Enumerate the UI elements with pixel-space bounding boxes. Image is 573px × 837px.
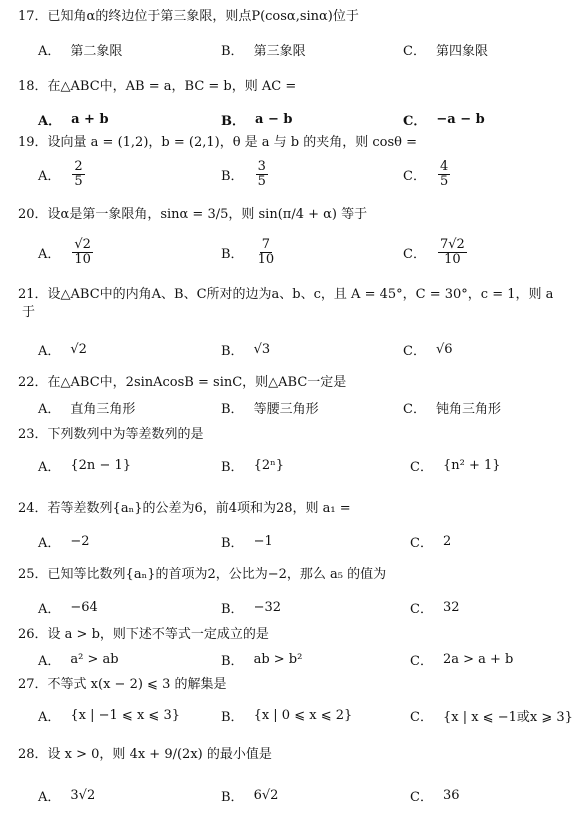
question-19 [18,134,550,194]
question-stem: 17．已知角α的终边位于第三象限，则点P(cosα,sinα)位于 [18,9,359,24]
option-c: C． $\frac{7√2}{10}$ [403,237,465,267]
option-a: A． 直角三角形 [38,402,136,417]
option-a: A． $\frac{√2}{10}$ [38,237,91,267]
fraction: $\frac{7√2}{10}$ [439,237,465,267]
fraction: $\frac{7}{10}$ [257,237,275,267]
question-25 [18,566,550,620]
question-stem: 22．在△ABC中，2sinAcosB = sinC，则△ABC一定是 [18,375,347,390]
option-b: B． −32 [221,600,281,617]
option-b: B． a − b [221,112,293,129]
option-c: C． −a − b [403,112,485,129]
option-c: C． 32 [410,600,460,617]
options-row [18,706,573,728]
question-stem: 24．若等差数列{aₙ}的公差为6，前4项和为28，则 a₁ = [18,501,351,516]
option-a: A． −64 [38,600,98,617]
question-stem: 23．下列数列中为等差数列的是 [18,427,204,442]
option-c: C． 36 [410,788,460,805]
question-stem-continued: 于 [22,305,36,320]
option-c: C． 2 [410,534,452,551]
option-b: B． 等腰三角形 [221,402,319,417]
option-a: A． a² > ab [38,652,119,669]
option-a: A． 3√2 [38,788,96,805]
fraction: $\frac{√2}{10}$ [74,237,91,267]
options-row [18,398,550,420]
question-18 [18,78,550,132]
option-c: C． 钝角三角形 [403,402,501,417]
options-row [18,40,550,62]
fraction: $\frac{4}{5}$ [439,159,449,189]
question-28 [18,746,550,808]
question-21 [18,286,554,362]
question-17 [18,8,550,62]
option-a: A． {x | −1 ⩽ x ⩽ 3} [38,708,180,725]
question-26 [18,626,550,672]
option-a: A． a + b [38,112,109,129]
option-c: C． $\frac{4}{5}$ [403,159,449,189]
option-b: B． {x | 0 ⩽ x ⩽ 2} [221,708,353,725]
question-stem: 19．设向量 a = (1,2)，b = (2,1)，θ 是 a 与 b 的夹角，则 cosθ = [18,135,418,150]
option-a: A． −2 [38,534,90,551]
question-stem: 18．在△ABC中，AB = a，BC = b，则 AC = [18,79,297,94]
fraction: $\frac{3}{5}$ [257,159,266,189]
options-row [18,598,550,620]
question-20 [18,206,550,272]
option-a: A． $\frac{2}{5}$ [38,159,83,189]
question-stem: 28．设 x > 0，则 4x + 9/(2x) 的最小值是 [18,747,272,762]
question-27 [18,676,573,728]
question-stem: 25．已知等比数列{aₙ}的首项为2，公比为−2，那么 a₅ 的值为 [18,567,387,582]
options-row [18,340,550,362]
option-c: C． 第四象限 [403,44,488,59]
options-row [18,532,550,554]
option-b: B． {2ⁿ} [221,458,284,475]
question-stem: 26．设 a > b，则下述不等式一定成立的是 [18,627,269,642]
option-b: B． 6√2 [221,788,279,805]
question-22 [18,374,550,420]
option-b: B． $\frac{7}{10}$ [221,237,275,267]
options-row [18,786,550,808]
option-b: B． √3 [221,342,271,359]
options-row [18,456,550,478]
fraction: $\frac{2}{5}$ [74,159,83,189]
option-b: B． −1 [221,534,273,551]
option-b: B． $\frac{3}{5}$ [221,159,266,189]
question-24 [18,500,550,554]
option-a: A． {2n − 1} [38,458,132,475]
question-stem: 20．设α是第一象限角，sinα = 3/5，则 sin(π/4 + α) 等于 [18,207,368,222]
option-c: C． 2a > a + b [410,652,514,669]
option-a: A． √2 [38,342,87,359]
option-c: C． {x | x ⩽ −1或x ⩾ 3} [410,710,573,725]
options-row [18,238,550,272]
options-row [18,650,550,672]
question-23 [18,426,550,478]
option-b: B． ab > b² [221,652,303,669]
question-stem: 21．设△ABC中的内角A、B、C所对的边为a、b、c，且 A = 45°，C = 30°，c = 1，则 a [18,287,554,302]
option-c: C． {n² + 1} [410,458,501,475]
options-row [18,110,550,132]
question-stem: 27．不等式 x(x − 2) ⩽ 3 的解集是 [18,677,227,692]
option-c: C． √6 [403,342,453,359]
option-b: B． 第三象限 [221,44,306,59]
options-row [18,160,550,194]
option-a: A． 第二象限 [38,44,123,59]
